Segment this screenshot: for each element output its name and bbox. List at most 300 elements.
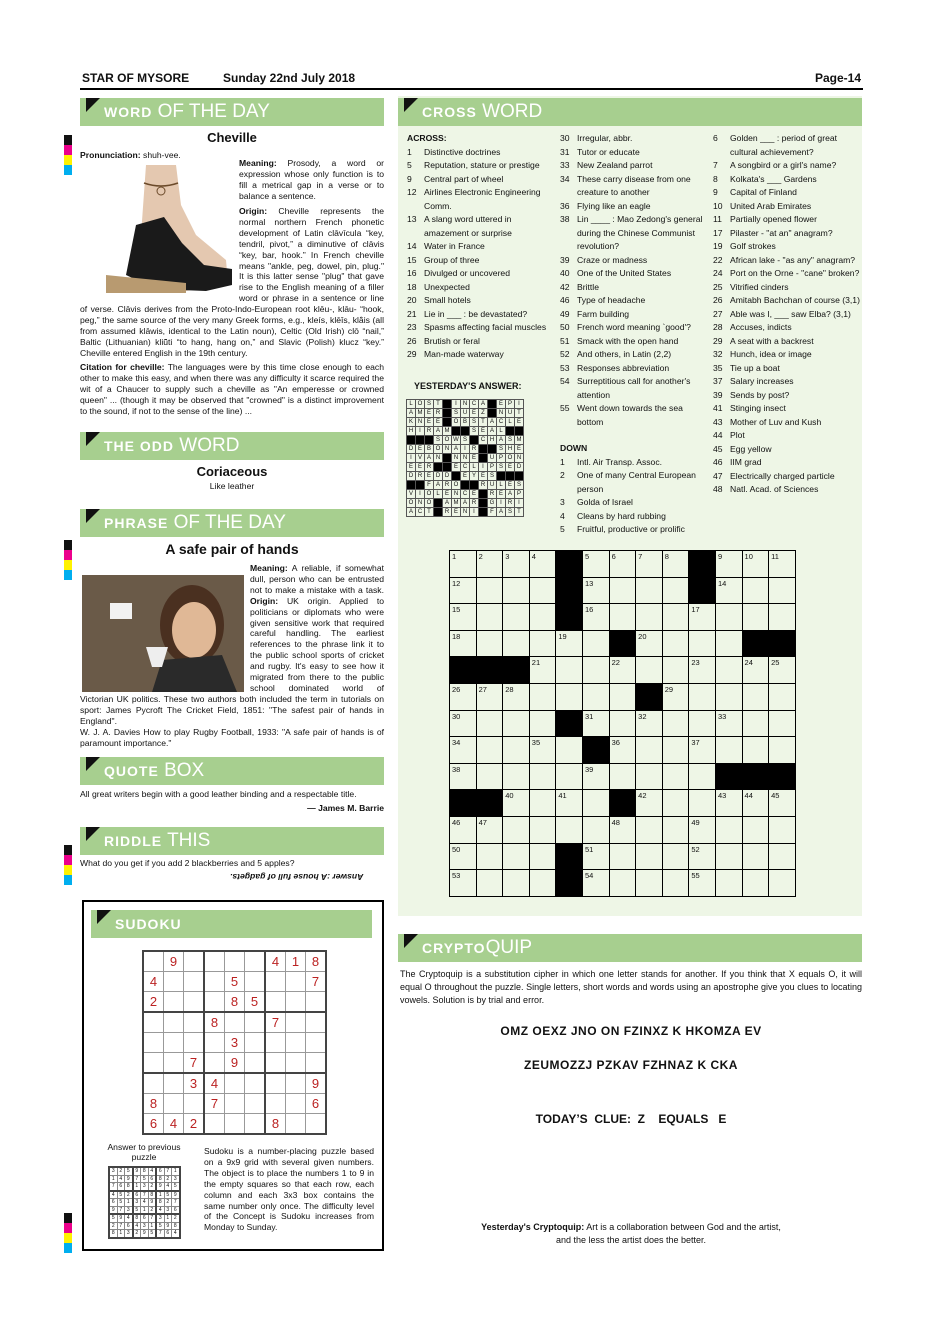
sudoku-cell[interactable]: [286, 972, 306, 992]
crossword-cell[interactable]: [689, 630, 716, 657]
answer-cell: R: [443, 481, 452, 490]
crossword-cell[interactable]: [742, 843, 769, 870]
crossword-cell[interactable]: [556, 790, 583, 817]
crossword-cell[interactable]: [582, 604, 609, 631]
sudoku-cell[interactable]: 8: [204, 1012, 225, 1033]
sudoku-cell[interactable]: 4: [265, 951, 286, 972]
black-square: [556, 551, 583, 578]
crossword-cell[interactable]: [609, 683, 636, 710]
crossword-cell[interactable]: [689, 683, 716, 710]
black-square: [461, 427, 470, 436]
answer-cell: 4: [125, 1214, 133, 1222]
crossword-cell[interactable]: [636, 763, 663, 790]
crossword-cell[interactable]: [503, 790, 530, 817]
crossword-cell[interactable]: [529, 551, 556, 578]
crossword-cell[interactable]: [503, 843, 530, 870]
answer-cell: E: [470, 454, 479, 463]
answer-cell: 4: [148, 1167, 156, 1175]
crossword-cell[interactable]: [609, 710, 636, 737]
crossword-cell[interactable]: [529, 604, 556, 631]
crossword-cell[interactable]: [662, 577, 689, 604]
crossword-cell[interactable]: [662, 710, 689, 737]
crossword-cell[interactable]: [556, 683, 583, 710]
clue-text: Responses abbreviation: [577, 362, 670, 373]
crossword-cell[interactable]: [556, 657, 583, 684]
crossword-cell[interactable]: [476, 577, 503, 604]
crossword-cell[interactable]: [636, 604, 663, 631]
clue-text: Cleans by hard rubbing: [577, 510, 666, 521]
sudoku-cell[interactable]: [286, 1094, 306, 1114]
clue-number: 3: [560, 497, 565, 507]
answer-cell: U: [461, 409, 470, 418]
crossword-cell[interactable]: [476, 710, 503, 737]
sudoku-cell[interactable]: [164, 1033, 184, 1053]
sudoku-cell[interactable]: [245, 1012, 266, 1033]
crossword-cell[interactable]: [769, 816, 796, 843]
sudoku-cell[interactable]: 7: [306, 972, 327, 992]
sudoku-cell[interactable]: [286, 1114, 306, 1135]
sudoku-cell[interactable]: [184, 1012, 205, 1033]
crossword-cell[interactable]: [582, 710, 609, 737]
sudoku-cell[interactable]: [143, 1012, 164, 1033]
crossword-cell[interactable]: [503, 630, 530, 657]
sudoku-cell[interactable]: [225, 1073, 245, 1094]
sudoku-cell[interactable]: [306, 1033, 327, 1053]
sudoku-cell[interactable]: [306, 1012, 327, 1033]
answer-cell: 8: [156, 1175, 164, 1183]
cell-number: 13: [584, 578, 594, 588]
answer-cell: D: [434, 472, 443, 481]
crossword-cell[interactable]: [476, 737, 503, 764]
sudoku-cell[interactable]: [225, 951, 245, 972]
crossword-cell[interactable]: [609, 870, 636, 897]
clue-item: [407, 308, 557, 322]
answer-cell: 8: [109, 1230, 117, 1238]
clue-number: 40: [560, 268, 570, 278]
answer-cell: H: [407, 427, 416, 436]
answer-cell: 2: [148, 1206, 156, 1214]
crossword-cell[interactable]: [529, 577, 556, 604]
crossword-cell[interactable]: [769, 843, 796, 870]
crossword-cell[interactable]: [450, 577, 477, 604]
crossword-cell[interactable]: [715, 816, 742, 843]
sudoku-cell[interactable]: 7: [204, 1094, 225, 1114]
sudoku-cell[interactable]: [306, 992, 327, 1013]
answer-cell: 6: [156, 1167, 164, 1175]
clue-item: [407, 213, 557, 240]
sudoku-cell[interactable]: [245, 1033, 266, 1053]
crossword-cell[interactable]: [476, 870, 503, 897]
sudoku-cell[interactable]: 8: [265, 1114, 286, 1135]
sudoku-cell[interactable]: 9: [164, 951, 184, 972]
answer-cell: I: [416, 490, 425, 499]
crossword-cell[interactable]: [662, 604, 689, 631]
crossword-cell[interactable]: [742, 870, 769, 897]
answer-cell: 1: [109, 1175, 117, 1183]
clue-item: [560, 335, 710, 349]
crossword-cell[interactable]: [689, 737, 716, 764]
crossword-cell[interactable]: [769, 737, 796, 764]
crossword-cell[interactable]: [450, 710, 477, 737]
crossword-cell[interactable]: [582, 657, 609, 684]
cell-number: 34: [452, 738, 461, 748]
sudoku-cell[interactable]: [225, 1114, 245, 1135]
crossword-cell[interactable]: [742, 683, 769, 710]
crossword-cell[interactable]: [556, 816, 583, 843]
crossword-cell[interactable]: [715, 630, 742, 657]
sudoku-cell[interactable]: 4: [164, 1114, 184, 1135]
sudoku-cell[interactable]: [245, 972, 266, 992]
clue-text: Man-made waterway: [424, 349, 504, 359]
clue-item: [713, 254, 861, 268]
sudoku-cell[interactable]: [204, 972, 225, 992]
sudoku-grid[interactable]: [142, 950, 327, 1135]
sudoku-cell[interactable]: [164, 1094, 184, 1114]
crossword-cell[interactable]: [476, 843, 503, 870]
sudoku-cell[interactable]: 8: [306, 951, 327, 972]
sudoku-cell[interactable]: [245, 951, 266, 972]
clue-number: 21: [407, 308, 417, 319]
answer-cell: E: [479, 427, 488, 436]
crossword-cell[interactable]: [450, 737, 477, 764]
crossword-cell[interactable]: [636, 630, 663, 657]
crossword-cell[interactable]: [450, 763, 477, 790]
sudoku-cell[interactable]: 3: [225, 1033, 245, 1053]
sudoku-cell[interactable]: 8: [225, 992, 245, 1013]
answer-cell: 8: [125, 1183, 133, 1191]
sudoku-cell[interactable]: [245, 1114, 266, 1135]
crossword-cell[interactable]: [662, 870, 689, 897]
crossword-cell[interactable]: [529, 790, 556, 817]
crossword-cell[interactable]: [715, 843, 742, 870]
crossword-cell[interactable]: [503, 737, 530, 764]
sudoku-cell[interactable]: [184, 951, 205, 972]
crossword-cell[interactable]: [662, 737, 689, 764]
answer-cell: C: [416, 508, 425, 517]
crossword-cell[interactable]: [662, 763, 689, 790]
sudoku-cell[interactable]: [184, 1094, 205, 1114]
sudoku-cell[interactable]: [306, 1053, 327, 1074]
sudoku-cell[interactable]: [164, 1073, 184, 1094]
clue-text: Water in France: [424, 241, 485, 251]
crossword-cell[interactable]: [662, 790, 689, 817]
crossword-cell[interactable]: [476, 551, 503, 578]
crossword-cell[interactable]: [769, 577, 796, 604]
sudoku-description: Sudoku is a number-placing puzzle based on a 9x9 grid with several given numbers. The object is to place the numbers 1 to 9 in the empty squares so that each row, each column and each 3x3 box contains the same number only once. The difficulty level of the Concept is Sudoku increases from Monday to Sunday.: [204, 1146, 374, 1233]
crossword-cell[interactable]: [582, 577, 609, 604]
sudoku-cell[interactable]: 6: [143, 1114, 164, 1135]
crossword-cell[interactable]: [609, 604, 636, 631]
cell-number: 22: [611, 658, 620, 668]
answer-cell: I: [452, 400, 461, 409]
crossword-cell[interactable]: [715, 551, 742, 578]
answer-cell: A: [434, 481, 443, 490]
black-square: [515, 427, 524, 436]
crossword-cell[interactable]: [742, 577, 769, 604]
crossword-cell[interactable]: [529, 870, 556, 897]
crossword-cell[interactable]: [662, 657, 689, 684]
crossword-cell[interactable]: [503, 683, 530, 710]
crossword-cell[interactable]: [689, 763, 716, 790]
sudoku-cell[interactable]: [265, 1053, 286, 1074]
clue-text: Fruitful, productive or prolific: [577, 524, 685, 534]
crossword-cell[interactable]: [529, 763, 556, 790]
crossword-cell[interactable]: [609, 763, 636, 790]
crossword-cell[interactable]: [582, 683, 609, 710]
crossword-cell[interactable]: [689, 710, 716, 737]
clue-number: 5: [560, 524, 565, 534]
crossword-cell[interactable]: [662, 551, 689, 578]
crossword-cell[interactable]: [503, 551, 530, 578]
crossword-cell[interactable]: [529, 683, 556, 710]
clue-item: [713, 159, 861, 173]
crossword-cell[interactable]: [636, 737, 663, 764]
sudoku-cell[interactable]: 2: [143, 992, 164, 1013]
black-square: [488, 400, 497, 409]
answer-cell: 1: [117, 1230, 125, 1238]
crossword-cell[interactable]: [689, 790, 716, 817]
crossword-cell[interactable]: [582, 816, 609, 843]
crossword-cell[interactable]: [715, 683, 742, 710]
crossword-cell[interactable]: [715, 870, 742, 897]
crossword-cell[interactable]: [529, 710, 556, 737]
crossword-cell[interactable]: [715, 710, 742, 737]
crossword-cell[interactable]: [582, 870, 609, 897]
crossword-cell[interactable]: [476, 816, 503, 843]
sudoku-cell[interactable]: [286, 1053, 306, 1074]
crossword-cell[interactable]: [582, 630, 609, 657]
sudoku-cell[interactable]: [204, 1114, 225, 1135]
crossword-cell[interactable]: [636, 657, 663, 684]
crossword-cell[interactable]: [742, 710, 769, 737]
answer-cell: R: [470, 445, 479, 454]
crossword-cell[interactable]: [582, 790, 609, 817]
clue-text: Golda of Israel: [577, 497, 633, 507]
answer-cell: 4: [133, 1222, 141, 1230]
sudoku-cell[interactable]: [286, 992, 306, 1013]
sudoku-cell[interactable]: 5: [225, 972, 245, 992]
sudoku-cell[interactable]: 9: [225, 1053, 245, 1074]
crossword-cell[interactable]: [609, 551, 636, 578]
clue-item: [713, 429, 861, 443]
clue-item: [407, 281, 557, 295]
answer-cell: 8: [133, 1214, 141, 1222]
crossword-cell[interactable]: [636, 577, 663, 604]
cell-number: 36: [611, 738, 620, 748]
crossword-cell[interactable]: [742, 657, 769, 684]
sudoku-cell[interactable]: [184, 1033, 205, 1053]
crossword-cell[interactable]: [636, 790, 663, 817]
sudoku-cell[interactable]: 8: [143, 1094, 164, 1114]
answer-cell: 4: [109, 1191, 117, 1199]
clue-text: Hunch, idea or image: [730, 349, 812, 359]
crossword-cell[interactable]: [769, 790, 796, 817]
sudoku-cell[interactable]: 3: [184, 1073, 205, 1094]
crossword-cell[interactable]: [662, 816, 689, 843]
crossword-cell[interactable]: [503, 870, 530, 897]
cell-number: 1: [452, 552, 457, 561]
crossword-cell[interactable]: [609, 577, 636, 604]
sudoku-cell[interactable]: 5: [245, 992, 266, 1013]
crossword-cell[interactable]: [529, 816, 556, 843]
crossword-cell[interactable]: [769, 604, 796, 631]
crossword-cell[interactable]: [529, 737, 556, 764]
sudoku-cell[interactable]: [184, 992, 205, 1013]
crossword-cell[interactable]: [609, 816, 636, 843]
crossword-cell[interactable]: [556, 737, 583, 764]
crossword-cell[interactable]: [715, 657, 742, 684]
crossword-cell[interactable]: [450, 551, 477, 578]
crossword-cell[interactable]: [742, 551, 769, 578]
crossword-cell[interactable]: [662, 843, 689, 870]
crossword-cell[interactable]: [609, 657, 636, 684]
crossword-cell[interactable]: [450, 630, 477, 657]
sudoku-cell[interactable]: [245, 1073, 266, 1094]
crossword-cell[interactable]: [636, 551, 663, 578]
crossword-cell[interactable]: [450, 816, 477, 843]
crossword-cell[interactable]: [529, 843, 556, 870]
crossword-grid[interactable]: [449, 550, 796, 897]
sudoku-cell[interactable]: [143, 1053, 164, 1074]
crossword-cell[interactable]: [582, 843, 609, 870]
crossword-cell[interactable]: [689, 657, 716, 684]
sudoku-cell[interactable]: [225, 1012, 245, 1033]
answer-cell: A: [425, 454, 434, 463]
cell-number: 27: [478, 684, 487, 694]
crossword-cell[interactable]: [556, 630, 583, 657]
sudoku-cell[interactable]: [143, 951, 164, 972]
crossword-cell[interactable]: [609, 737, 636, 764]
crossword-cell[interactable]: [450, 870, 477, 897]
crossword-cell[interactable]: [742, 604, 769, 631]
crossword-cell[interactable]: [529, 630, 556, 657]
crossword-cell[interactable]: [715, 577, 742, 604]
cell-number: 20: [638, 631, 647, 641]
sudoku-cell[interactable]: [164, 1053, 184, 1074]
answer-cell: R: [470, 499, 479, 508]
clue-text: Tutor or educate: [577, 146, 640, 157]
answer-cell: O: [425, 499, 434, 508]
sudoku-cell[interactable]: 2: [184, 1114, 205, 1135]
sudoku-cell[interactable]: [184, 972, 205, 992]
sudoku-cell[interactable]: [164, 972, 184, 992]
crossword-cell[interactable]: [503, 816, 530, 843]
crossword-cell[interactable]: [503, 604, 530, 631]
crossword-cell[interactable]: [662, 630, 689, 657]
crossword-cell[interactable]: [742, 790, 769, 817]
crossword-cell[interactable]: [450, 843, 477, 870]
crossword-cell[interactable]: [636, 816, 663, 843]
sudoku-cell[interactable]: [306, 1114, 327, 1135]
crossword-cell[interactable]: [689, 816, 716, 843]
sudoku-cell[interactable]: [204, 1053, 225, 1074]
crossword-cell[interactable]: [715, 790, 742, 817]
sudoku-cell[interactable]: [265, 1033, 286, 1053]
crossword-cell[interactable]: [450, 604, 477, 631]
sudoku-cell[interactable]: 4: [143, 972, 164, 992]
sudoku-cell[interactable]: [164, 992, 184, 1013]
crossword-cell[interactable]: [476, 683, 503, 710]
black-square: [416, 481, 425, 490]
black-square: [407, 436, 416, 445]
crossword-cell[interactable]: [582, 551, 609, 578]
sudoku-cell[interactable]: [143, 1073, 164, 1094]
crossword-cell[interactable]: [689, 604, 716, 631]
crossword-cell[interactable]: [689, 870, 716, 897]
sudoku-cell[interactable]: 7: [265, 1012, 286, 1033]
crossword-cell[interactable]: [662, 683, 689, 710]
sudoku-cell[interactable]: [204, 992, 225, 1013]
crossword-cell[interactable]: [529, 657, 556, 684]
crossword-cell[interactable]: [503, 763, 530, 790]
clue-text: A seat with a backrest: [730, 335, 814, 346]
crossword-cell[interactable]: [636, 843, 663, 870]
crossword-cell[interactable]: [556, 763, 583, 790]
crossword-cell[interactable]: [689, 843, 716, 870]
cell-number: 51: [584, 844, 594, 854]
sudoku-cell[interactable]: [265, 1094, 286, 1114]
crossword-cell[interactable]: [769, 657, 796, 684]
crossword-cell[interactable]: [582, 763, 609, 790]
sudoku-cell[interactable]: [143, 1033, 164, 1053]
crossword-cell[interactable]: [503, 710, 530, 737]
crossword-cell[interactable]: [503, 577, 530, 604]
crossword-cell[interactable]: [476, 763, 503, 790]
sudoku-cell[interactable]: [164, 1012, 184, 1033]
answer-cell: E: [461, 472, 470, 481]
sudoku-cell[interactable]: [245, 1053, 266, 1074]
crossword-cell[interactable]: [636, 710, 663, 737]
crossword-cell[interactable]: [769, 683, 796, 710]
sudoku-cell[interactable]: [225, 1094, 245, 1114]
crossword-cell[interactable]: [450, 683, 477, 710]
sudoku-cell[interactable]: [286, 1033, 306, 1053]
sudoku-cell[interactable]: 7: [184, 1053, 205, 1074]
crossword-cell[interactable]: [769, 870, 796, 897]
clue-text: Type of headache: [577, 295, 646, 305]
sudoku-cell[interactable]: 6: [306, 1094, 327, 1114]
crossword-cell[interactable]: [636, 870, 663, 897]
answer-cell: 6: [125, 1222, 133, 1230]
sudoku-cell[interactable]: [286, 1012, 306, 1033]
answer-cell: 3: [125, 1230, 133, 1238]
crossword-cell[interactable]: [476, 604, 503, 631]
crossword-cell[interactable]: [609, 843, 636, 870]
sudoku-cell[interactable]: [265, 1073, 286, 1094]
sudoku-cell[interactable]: 1: [286, 951, 306, 972]
sudoku-cell[interactable]: [286, 1073, 306, 1094]
sudoku-cell[interactable]: [265, 972, 286, 992]
sudoku-cell[interactable]: [204, 1033, 225, 1053]
black-square: [488, 409, 497, 418]
black-square: [425, 436, 434, 445]
crossword-cell[interactable]: [742, 816, 769, 843]
answer-cell: 9: [125, 1175, 133, 1183]
sudoku-cell[interactable]: 4: [204, 1073, 225, 1094]
crossword-cell[interactable]: [715, 737, 742, 764]
crossword-cell[interactable]: [742, 737, 769, 764]
crossword-cell[interactable]: [476, 630, 503, 657]
sudoku-cell[interactable]: [245, 1094, 266, 1114]
answer-cell: E: [515, 445, 524, 454]
crossword-cell[interactable]: [715, 604, 742, 631]
sudoku-cell[interactable]: [204, 951, 225, 972]
sudoku-cell[interactable]: 9: [306, 1073, 327, 1094]
sudoku-cell[interactable]: [265, 992, 286, 1013]
quote-author: — James M. Barrie: [307, 803, 384, 813]
crossword-cell[interactable]: [769, 551, 796, 578]
crossword-cell[interactable]: [769, 710, 796, 737]
